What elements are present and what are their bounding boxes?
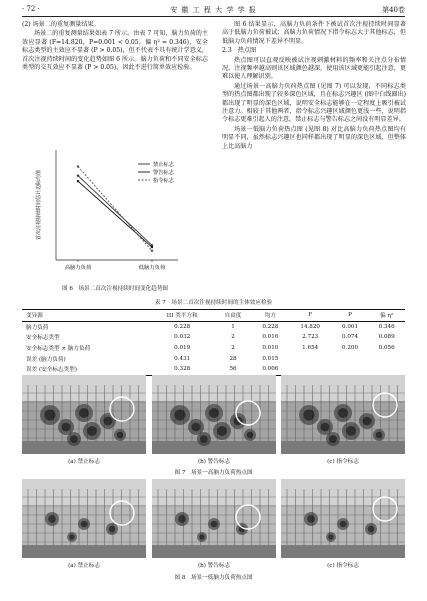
data-point xyxy=(77,165,79,167)
heatmap-image xyxy=(281,479,405,558)
table-cell xyxy=(289,364,332,375)
column-header: 自由度 xyxy=(224,313,242,320)
table-row xyxy=(22,321,405,332)
figure-8-images xyxy=(22,479,405,558)
figure-8-caption: 图 8 场景一低脑力负荷热点图 xyxy=(174,575,253,581)
table-cell: 0.016 xyxy=(262,334,279,341)
paragraph: 通过场景一高脑力负荷热点图 (见图 7) 可以发现，不同标志类型的热点图都出现了较多深色区域，且在标志兴趣区 (图中白线圈出) 都出现了明显的深色区域，说明安全标志能够在一定程度上吸引被试注意力。相较于其他两者，指令标志兴趣区域颜色更浅一些，说明指令标志更难引起人的注意。禁止标志与警告标志之间没有明显差异。 xyxy=(222,82,406,124)
series-line xyxy=(78,181,152,247)
legend-label: 警告标志 xyxy=(153,169,174,176)
paragraph: 场景二的重复测量结果如表 7 所示。由表 7 可知，脑力负荷的主效应显著 (F=14.820，P=0.001 < 0.05，偏 η² = 0.346)，安全标志类型的主效应不显著 (P > 0.05)，但不代表不具有统计学意义，首次注视持续时间的变化趋势如图 6 所示。脑力负荷和不同安全标志类型的交互效应不显著 (P > 0.05)，因此不进行简单效应检验。 xyxy=(22,30,208,72)
paragraph: 场景一低脑力负荷热点图 (见图 8) 对比高脑力负荷热点图均有明显不同，虽然标志兴趣区也同样都出现了明显的深色区域，但整体上比高脑力 xyxy=(222,125,406,150)
table-cell: 2 xyxy=(231,334,235,341)
column-header: 偏 η² xyxy=(380,313,394,320)
table-cell: 2 xyxy=(231,345,235,352)
table-cell: 0.074 xyxy=(342,334,359,341)
table-cell: 14.820 xyxy=(300,323,320,330)
heatmap-image xyxy=(152,375,276,454)
column-header: P xyxy=(348,312,352,319)
table-cell: 0.089 xyxy=(378,334,395,341)
figure-6-caption: 图 6 场景二首次注视持续时间变化趋势图 xyxy=(61,286,169,292)
paragraph: 热点图可以直观反映被试注视刺激材料的频率和关注点分布情况。注视频率越高则该区域颜色越深，使用该区域更能引起注意，更难以使人理解识别。 xyxy=(222,56,406,81)
table-cell: 2.723 xyxy=(302,334,319,341)
table-row xyxy=(22,332,405,343)
table-cell xyxy=(368,364,405,375)
heatmap-image xyxy=(281,375,405,454)
table-header-row xyxy=(22,310,405,322)
subfigure-label: (a) 禁止标志 xyxy=(68,563,100,569)
section-heading: (2) 场景二的重复测量结果。 xyxy=(22,21,100,28)
table-row xyxy=(22,353,405,364)
heatmap-image xyxy=(22,479,146,558)
table-cell: 0.228 xyxy=(174,323,191,330)
data-point xyxy=(151,250,153,252)
table-row xyxy=(22,343,405,354)
subfigure-label: (c) 指令标志 xyxy=(327,563,359,569)
figure-7-caption: 图 7 场景一高脑力负荷热点图 xyxy=(174,470,253,476)
column-header: 变异源 xyxy=(26,313,43,320)
table-cell xyxy=(368,353,405,364)
subfigure-label: (b) 警告标志 xyxy=(197,563,231,569)
figure-7-images xyxy=(22,375,405,454)
series-line xyxy=(78,167,152,251)
heatmap-image xyxy=(152,479,276,558)
column-header: F xyxy=(308,312,313,319)
table-cell xyxy=(332,364,369,375)
page-number: · 72 · xyxy=(22,5,40,13)
legend-label: 指令标志 xyxy=(153,177,174,184)
running-header xyxy=(22,4,405,17)
table-cell: 0.001 xyxy=(342,323,359,330)
table-cell: 0.431 xyxy=(174,355,191,362)
table-cell xyxy=(289,353,332,364)
data-point xyxy=(151,246,153,248)
subfigure-label: (a) 禁止标志 xyxy=(68,459,100,465)
series-line xyxy=(78,176,152,246)
table-cell: 0.346 xyxy=(378,323,395,330)
table-cell: 56 xyxy=(229,366,237,373)
table-cell: 安全标志类型 × 脑力负荷 xyxy=(26,346,91,353)
column-header: III 类平方和 xyxy=(166,313,198,320)
section-heading: 2.3 热点图 xyxy=(222,47,257,55)
table-cell: 0.200 xyxy=(342,345,359,352)
table-cell: 安全标志类型 xyxy=(26,335,60,342)
table-cell: 误差 (脑力负荷) xyxy=(26,356,66,363)
volume-label: 第40卷 xyxy=(382,6,405,14)
heatmap-image xyxy=(22,375,146,454)
table-cell: 1 xyxy=(231,323,235,330)
y-axis-label: 首次注视持续时间估计边际均值 xyxy=(36,169,42,241)
paragraph: 图 6 结果显示，高脑力负荷条件下被试首次注视持续时间显著高于低脑力负荷被试；高脑力负荷情况下指令标志大于其他标志，但低脑力负荷情况下差异不明显。 xyxy=(222,21,406,45)
legend-label: 禁止标志 xyxy=(153,161,174,168)
subfigure-label: (b) 警告标志 xyxy=(197,459,231,465)
x-tick-label: 高脑力负荷 xyxy=(64,265,92,271)
table-cell: 0.010 xyxy=(262,345,279,352)
table-cell: 误差 (安全标志类型) xyxy=(26,367,77,374)
data-point xyxy=(77,180,79,182)
column-header: 均方 xyxy=(264,313,276,320)
table-7-caption: 表 7 场景二首次注视持续时间的主体效应检验 xyxy=(154,300,273,306)
table-cell: 0.328 xyxy=(174,366,191,373)
table-cell: 脑力负荷 xyxy=(26,324,49,331)
figure-6-chart xyxy=(22,142,208,280)
table-cell xyxy=(332,353,369,364)
table-cell: 0.228 xyxy=(262,323,279,330)
data-point xyxy=(77,174,79,176)
table-row xyxy=(22,364,405,375)
left-column xyxy=(22,21,208,73)
table-cell: 0.019 xyxy=(174,345,191,352)
line-chart xyxy=(22,142,208,280)
table-cell: 0.056 xyxy=(378,345,395,352)
table-cell: 0.015 xyxy=(262,355,279,362)
table-cell: 0.032 xyxy=(174,334,191,341)
subfigure-label: (c) 指令标志 xyxy=(327,459,359,465)
table-cell: 1.654 xyxy=(302,345,319,352)
x-tick-label: 低脑力负荷 xyxy=(138,265,166,271)
table-cell: 28 xyxy=(229,355,237,362)
table-7 xyxy=(22,309,405,376)
table-cell: 0.006 xyxy=(262,366,279,373)
journal-title: 安 徽 工 程 大 学 学 报 xyxy=(170,6,257,14)
right-column xyxy=(222,21,406,152)
